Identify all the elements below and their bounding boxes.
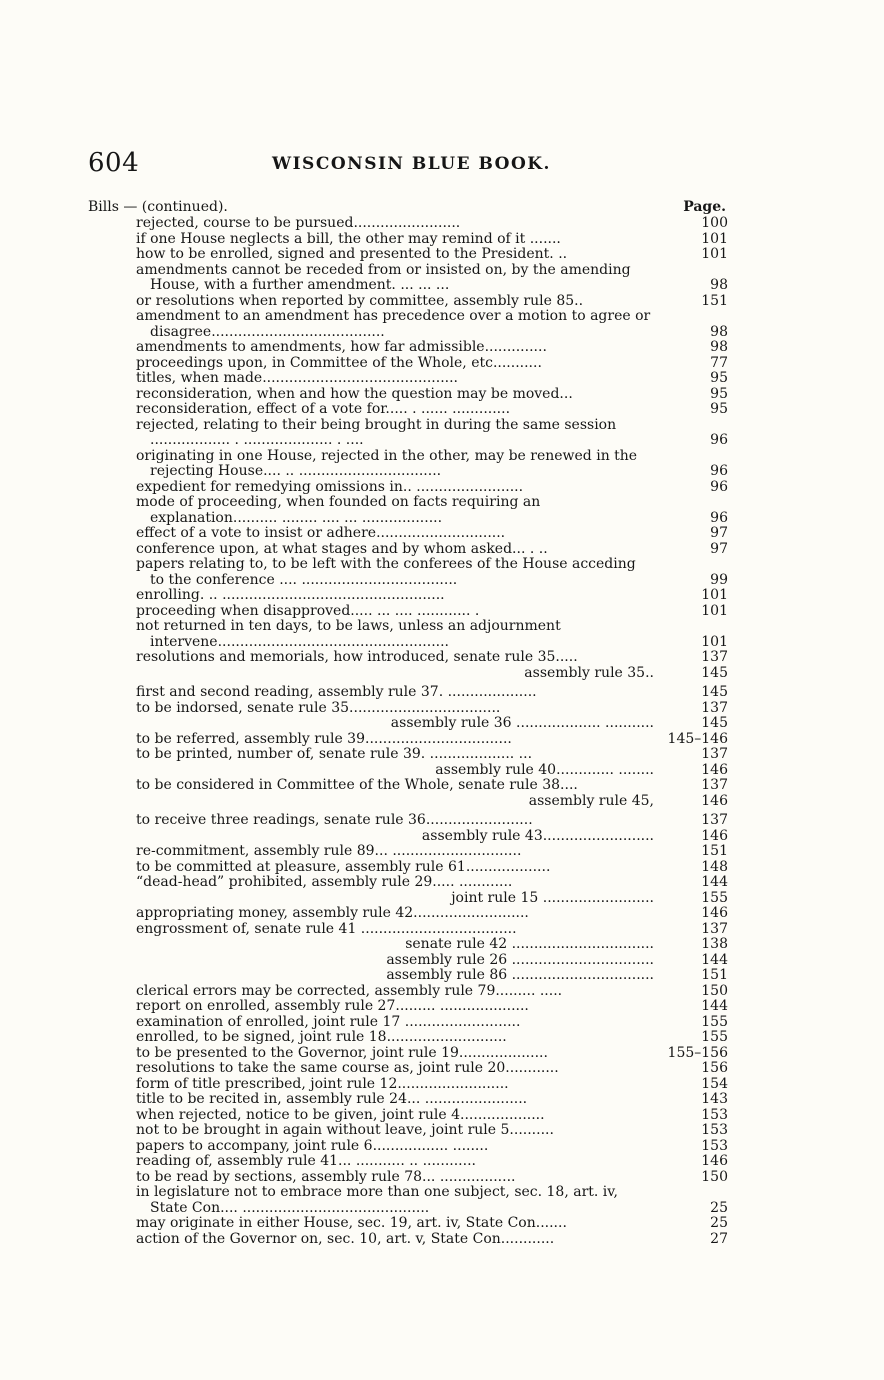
index-entry-text: enrolling. .. .................................................. (136, 587, 445, 603)
index-entry-page: 137 (701, 649, 728, 665)
index-entry (88, 763, 728, 779)
index-entry-text: rejected, relating to their being brought in during the same session .................. . .................... . .... (136, 416, 617, 448)
index-entry-text: proceedings upon, in Committee of the Whole, etc........... (136, 354, 542, 371)
index-entry (88, 1061, 728, 1077)
index-entry-page: 96 (710, 509, 728, 526)
index-entry-text: to be indorsed, senate rule 35.................................. (136, 699, 501, 716)
index-entry-page: 146 (701, 1153, 728, 1169)
index-entry-text: assembly rule 35.. (524, 664, 654, 681)
index-entry (88, 495, 728, 526)
index-entry-page: 96 (710, 463, 728, 479)
index-entry-text: proceeding when disapproved..... ... .... ............ . (136, 602, 480, 619)
index-entry-page: 98 (710, 339, 728, 355)
index-entry (88, 1077, 728, 1093)
index-entry (88, 1046, 728, 1062)
index-entry (88, 685, 728, 701)
index-entry-text: to be referred, assembly rule 39................................. (136, 730, 512, 747)
index-entry-text: action of the Governor on, sec. 10, art. v, State Con............ (136, 1230, 555, 1247)
index-entry (88, 449, 728, 480)
index-entry-page: 101 (701, 633, 728, 650)
index-entry (88, 953, 728, 969)
index-entry-page: 27 (710, 1230, 728, 1247)
index-entry-text: effect of a vote to insist or adhere............................. (136, 525, 506, 541)
index-entry-text: not to be brought in again without leave, joint rule 5.......... (136, 1122, 554, 1138)
index-entry-page: 144 (701, 874, 728, 890)
index-entry-page: 95 (710, 401, 728, 417)
index-entry-text: amendments to amendments, how far admissible.............. (136, 339, 547, 355)
index-entry-page: 25 (710, 1215, 728, 1231)
index-entry-text: assembly rule 43......................... (421, 827, 654, 844)
index-entry (88, 604, 728, 620)
index-entry-text: title to be recited in, assembly rule 24... ....................... (136, 1091, 528, 1107)
index-entry-page: 101 (701, 587, 728, 603)
index-entry-page: 137 (701, 812, 728, 828)
index-entry (88, 922, 728, 938)
index-entry (88, 542, 728, 558)
index-entry-text: mode of proceeding, when founded on facts requiring an explanation.......... ........ .... ... .................. (136, 494, 541, 526)
index-entry-text: report on enrolled, assembly rule 27......... .................... (136, 998, 529, 1014)
index-entry (88, 387, 728, 403)
index-entry-text: assembly rule 36 ................... ........... (390, 715, 654, 731)
index-entry-page: 155 (701, 889, 728, 906)
index-entry (88, 480, 728, 496)
index-entry-text: not returned in ten days, to be laws, unless an adjournment intervene.................................................... (136, 618, 561, 650)
index-entry (88, 619, 728, 650)
index-entry-page: 96 (710, 432, 728, 448)
index-entry-text: to be printed, number of, senate rule 39. ................... ... (136, 746, 533, 762)
index-entry-page: 144 (701, 998, 728, 1014)
index-entry-page: 143 (701, 1091, 728, 1107)
index-entry (88, 875, 728, 891)
index-entry-text: enrolled, to be signed, joint rule 18........................... (136, 1029, 507, 1045)
index-entry-page: 153 (701, 1106, 728, 1123)
index-entry-text: may originate in either House, sec. 19, art. iv, State Con....... (136, 1215, 567, 1231)
index-entry-page: 100 (701, 215, 728, 231)
index-entry (88, 263, 728, 294)
index-entry (88, 309, 728, 340)
index-entry-page: 137 (701, 777, 728, 793)
index-entry (88, 778, 728, 794)
index-entry-page: 156 (701, 1060, 728, 1076)
page-column-label: Page. (683, 199, 726, 215)
index-entry-page: 138 (701, 936, 728, 952)
index-entry (88, 1232, 728, 1248)
index-entry (88, 1123, 728, 1139)
index-entry (88, 794, 728, 810)
index-entry (88, 1154, 728, 1170)
index-entry-text: resolutions and memorials, how introduced, senate rule 35..... (136, 649, 578, 665)
index-entry (88, 1030, 728, 1046)
index-entry (88, 371, 728, 387)
index-entry-page: 101 (701, 230, 728, 247)
index-entry-page: 145 (701, 684, 728, 700)
index-entry-page: 101 (701, 602, 728, 619)
index-entry-text: clerical errors may be corrected, assembly rule 79......... ..... (136, 982, 563, 999)
index-entry-page: 151 (701, 967, 728, 983)
index-entry (88, 844, 728, 860)
index-entry-text: to receive three readings, senate rule 36........................ (136, 812, 533, 828)
index-entry-page: 151 (701, 843, 728, 859)
index-entry-text: engrossment of, senate rule 41 ................................... (136, 920, 517, 937)
index-entry (88, 984, 728, 1000)
index-entry-page: 155 (701, 1029, 728, 1045)
index-entry (88, 701, 728, 717)
index-entry-page: 97 (710, 525, 728, 541)
index-entry-page: 151 (701, 292, 728, 309)
index-entry-text: to be committed at pleasure, assembly rule 61................... (136, 858, 551, 875)
index-entry-page: 137 (701, 699, 728, 716)
index-entry (88, 557, 728, 588)
index-entry (88, 716, 728, 732)
index-entry (88, 294, 728, 310)
index-entry-page: 150 (701, 1168, 728, 1185)
index-entry-text: examination of enrolled, joint rule 17 .......................... (136, 1013, 521, 1030)
index-entry-text: conference upon, at what stages and by whom asked... . .. (136, 540, 548, 557)
index-entry-text: form of title prescribed, joint rule 12......................... (136, 1075, 509, 1092)
index-entry-text: titles, when made............................................ (136, 370, 459, 386)
index-entry-text: when rejected, notice to be given, joint rule 4................... (136, 1106, 545, 1123)
index-entry-page: 153 (701, 1122, 728, 1138)
index-entry (88, 232, 728, 248)
index-entry-text: reconsideration, effect of a vote for..... . ...... ............. (136, 401, 511, 417)
index-entry-text: papers relating to, to be left with the conferees of the House acceding to the conference .... ................................... (136, 556, 636, 588)
index-heading-row (88, 200, 728, 216)
index-entry (88, 1108, 728, 1124)
index-entry-page: 155–156 (667, 1044, 728, 1061)
index-entry-page: 97 (710, 540, 728, 557)
index-entry-page: 77 (710, 354, 728, 371)
index-entry-text: to be presented to the Governor, joint rule 19.................... (136, 1044, 548, 1061)
index-entry-text: first and second reading, assembly rule 37. .................... (136, 684, 537, 700)
page-header (88, 148, 728, 182)
index-entries (88, 216, 728, 1247)
index-entry-page: 137 (701, 746, 728, 762)
index-entry-text: if one House neglects a bill, the other may remind of it ....... (136, 230, 561, 247)
index-entry-text: originating in one House, rejected in the other, may be renewed in the rejecting House.... .. ................................ (136, 447, 638, 479)
index-entry (88, 340, 728, 356)
index-entry-text: appropriating money, assembly rule 42.......................... (136, 905, 529, 921)
index-entry-page: 146 (701, 792, 728, 809)
index-entry-text: to be considered in Committee of the Whole, senate rule 38.... (136, 777, 578, 793)
index-entry (88, 860, 728, 876)
index-entry (88, 1092, 728, 1108)
index-entry (88, 356, 728, 372)
index-section (88, 200, 728, 1247)
index-entry-page: 96 (710, 478, 728, 495)
index-entry-page: 98 (710, 323, 728, 340)
index-entry-page: 145 (701, 715, 728, 731)
index-entry (88, 999, 728, 1015)
index-entry-page: 137 (701, 920, 728, 937)
index-entry-page: 146 (701, 761, 728, 778)
index-entry (88, 1139, 728, 1155)
index-entry (88, 937, 728, 953)
index-entry-page: 145 (701, 664, 728, 681)
index-entry (88, 1015, 728, 1031)
index-entry-page: 146 (701, 905, 728, 921)
index-entry-page: 99 (710, 571, 728, 588)
index-entry (88, 829, 728, 845)
index-entry-text: senate rule 42 ................................ (405, 936, 654, 952)
index-entry-text: assembly rule 86 ................................ (386, 967, 654, 983)
index-entry-page: 154 (701, 1075, 728, 1092)
index-entry-text: joint rule 15 ......................... (451, 889, 654, 906)
index-entry (88, 588, 728, 604)
index-entry-page: 25 (710, 1199, 728, 1216)
index-entry-text: amendments cannot be receded from or insisted on, by the amending House, with a further amendment. ... ... ... (136, 261, 631, 293)
index-entry-page: 155 (701, 1013, 728, 1030)
index-entry-text: reading of, assembly rule 41... ........... .. ............ (136, 1153, 476, 1169)
index-entry (88, 402, 728, 418)
index-entry-text: amendment to an amendment has precedence over a motion to agree or disagree....................................... (136, 308, 651, 340)
index-entry-page: 144 (701, 951, 728, 968)
index-entry (88, 418, 728, 449)
index-entry-page: 153 (701, 1137, 728, 1154)
index-entry-text: papers to accompany, joint rule 6................. ........ (136, 1137, 489, 1154)
index-entry (88, 891, 728, 907)
index-entry (88, 732, 728, 748)
index-entry-text: assembly rule 45, (528, 792, 654, 809)
index-entry-text: assembly rule 26 ................................ (386, 951, 654, 968)
index-entry (88, 747, 728, 763)
index-entry-text: rejected, course to be pursued........................ (136, 215, 461, 231)
index-entry-page: 101 (701, 246, 728, 262)
index-entry-text: to be read by sections, assembly rule 78... ................. (136, 1168, 516, 1185)
index-entry-text: assembly rule 40............. ........ (435, 761, 654, 778)
index-entry-page: 98 (710, 277, 728, 293)
index-entry-page: 146 (701, 827, 728, 844)
index-entry-text: how to be enrolled, signed and presented to the President. .. (136, 246, 568, 262)
index-entry-page: 95 (710, 370, 728, 386)
index-entry-page: 148 (701, 858, 728, 875)
index-entry-text: expedient for remedying omissions in.. ........................ (136, 478, 524, 495)
index-entry-text: “dead-head” prohibited, assembly rule 29..... ............ (136, 874, 513, 890)
index-entry (88, 247, 728, 263)
index-entry (88, 1216, 728, 1232)
running-title: WISCONSIN BLUE BOOK. (272, 154, 551, 174)
section-heading: Bills — (continued). (88, 199, 228, 215)
index-entry (88, 1170, 728, 1186)
index-entry-page: 150 (701, 982, 728, 999)
index-entry (88, 1185, 728, 1216)
index-entry (88, 216, 728, 232)
index-entry-text: resolutions to take the same course as, joint rule 20............ (136, 1060, 559, 1076)
page-number: 604 (88, 148, 140, 178)
index-entry-text: in legislature not to embrace more than one subject, sec. 18, art. iv, State Con.... .......................................... (136, 1184, 618, 1216)
index-entry (88, 968, 728, 984)
index-entry-page: 145–146 (667, 730, 728, 747)
index-entry-text: reconsideration, when and how the question may be moved... (136, 385, 573, 402)
index-entry (88, 813, 728, 829)
index-entry-page: 95 (710, 385, 728, 402)
index-entry (88, 666, 728, 682)
index-entry-text: re-commitment, assembly rule 89... ............................. (136, 843, 522, 859)
index-entry (88, 906, 728, 922)
index-entry-text: or resolutions when reported by committee, assembly rule 85.. (136, 292, 584, 309)
index-entry (88, 650, 728, 666)
index-entry (88, 526, 728, 542)
